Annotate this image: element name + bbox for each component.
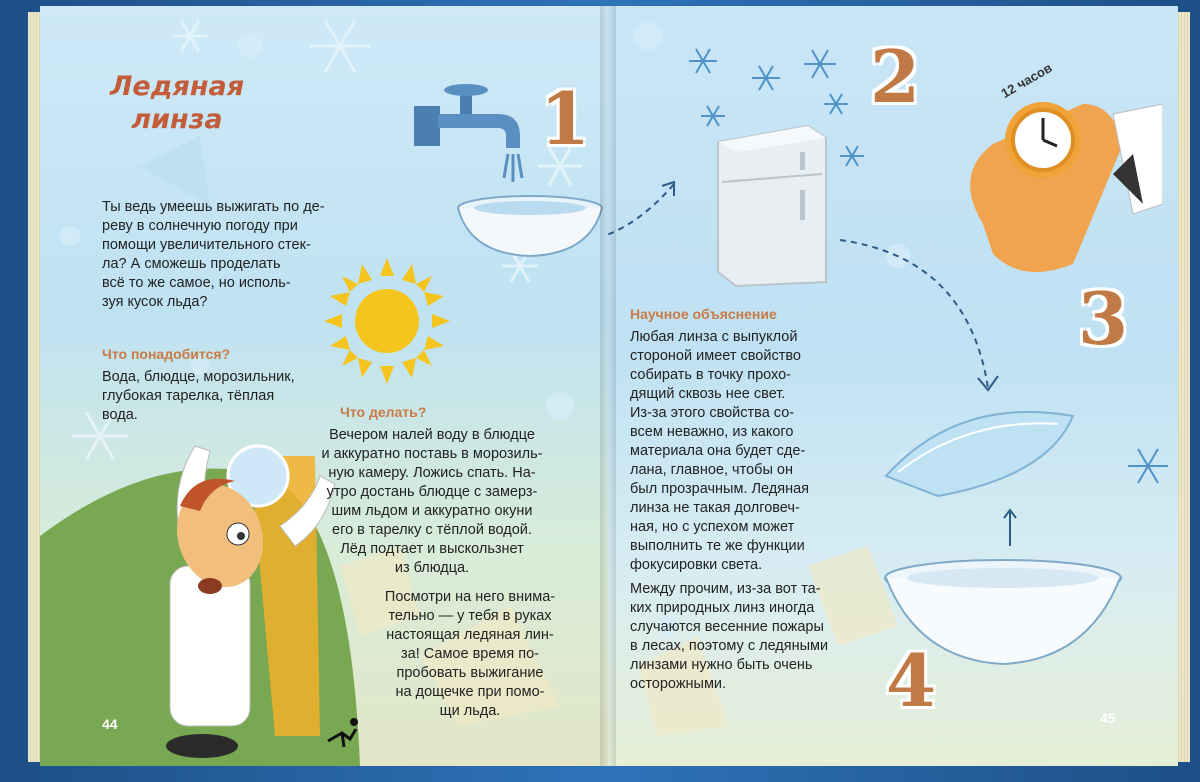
fridge-icon	[708, 112, 838, 292]
needs-text: Вода, блюдце, морозильник, глубокая тарелка, тёплая вода.	[102, 369, 295, 423]
intro-text: Ты ведь умеешь выжигать по де- реву в солнечную погоду при помощи увеличительного стек- ла? А сможешь проделать всё то же самое, но исполь- зуя кусок льда?	[102, 199, 325, 310]
todo-heading: Что делать?	[340, 404, 427, 420]
page-number-left: 44	[102, 716, 118, 732]
book-spine	[600, 6, 616, 766]
ice-lens-icon	[878, 406, 1078, 506]
todo-text: Вечером налей воду в блюдце и аккуратно поставь в морозиль- ную камеру. Ложись спать. На- утро достань блюдце с замерз- шим льдом и аккуратно окуни его в тарелку с тёплой водой. Лёд подтает и выскользнет из блюдца.	[321, 427, 543, 576]
step-number-2: 2	[870, 34, 921, 119]
science-text: Любая линза с выпуклой стороной имеет свойство собирать в точку прохо- дящий сквозь нее свет. Из-за этого свойства со- всем неважно, из какого материала она будет сде- лана, главное, чтобы он был прозрачным. Ледяная линза не такая долговеч- ная, но с успехом может выполнить те же функции фокусировки света.	[630, 329, 809, 573]
left-page	[40, 6, 608, 766]
look-text: Посмотри на него внима- тельно — у тебя в руках настоящая ледяная лин- за! Самое время по- пробовать выжигание на дощечке при помо- щи льда.	[384, 589, 556, 719]
science-heading: Научное объяснение	[630, 306, 777, 322]
up-arrow	[1000, 508, 1020, 548]
needs-heading: Что понадобится?	[102, 346, 231, 362]
page-title: Ледяная линза	[109, 71, 245, 135]
clock-label: 12 часов	[998, 60, 1055, 101]
dashed-arrow	[608, 176, 698, 256]
page-edges-right	[1176, 12, 1190, 762]
step-number-4: 4	[886, 638, 937, 723]
clock-icon	[963, 84, 1163, 284]
faucet-icon	[408, 74, 548, 194]
step-number-1: 1	[540, 76, 591, 161]
right-page	[608, 6, 1178, 766]
step-number-3: 3	[1078, 276, 1129, 361]
page-number-right: 45	[1100, 710, 1116, 726]
bowl-icon	[450, 194, 608, 274]
fires-text: Между прочим, из-за вот та- ких природных линз иногда случаются весенние пожары в лесах, поэтому с ледяными линзами нужно быть очень осторожными.	[630, 581, 829, 692]
